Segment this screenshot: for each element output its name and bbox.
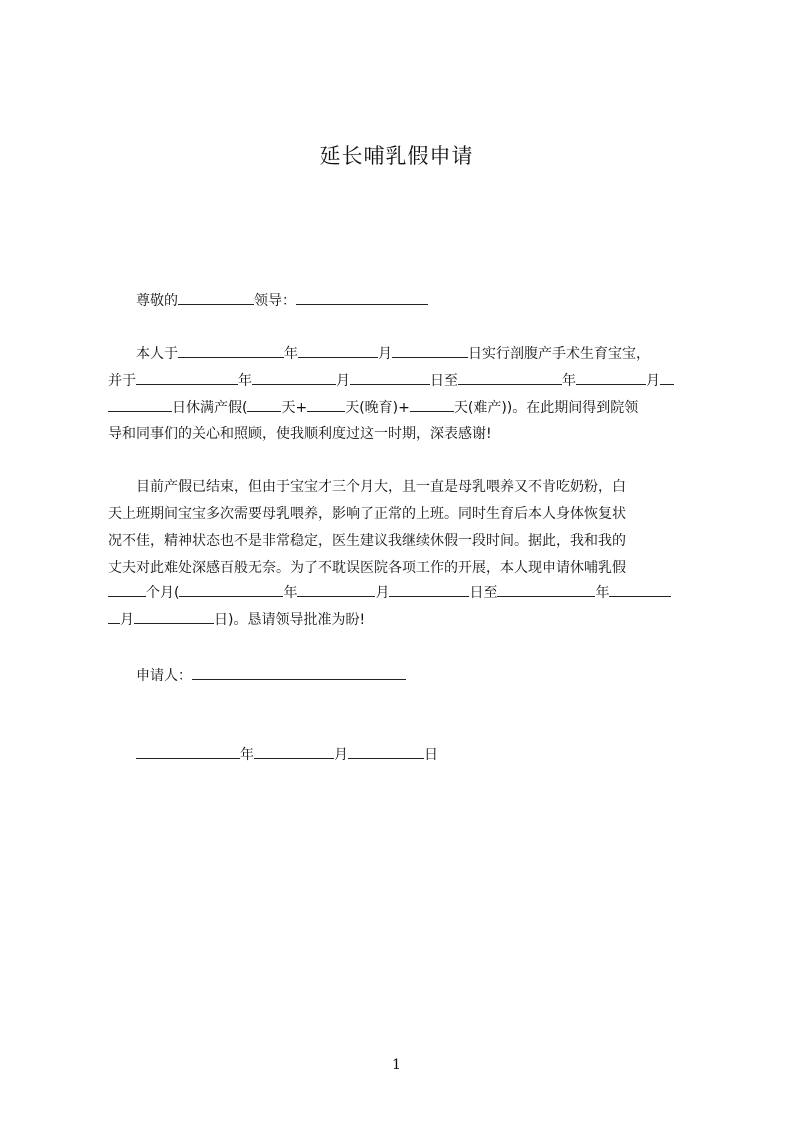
leave-end-day-blank-start[interactable] [660, 370, 674, 385]
paragraph2-line2: 天上班期间宝宝多次需要母乳喂养，影响了正常的上班。同时生育后本人身体恢复状 [108, 506, 626, 522]
salutation-unit-blank[interactable] [178, 290, 254, 305]
birth-year-blank[interactable] [178, 343, 284, 358]
extension-start-day-blank[interactable] [389, 582, 469, 597]
p1-l1-text-c: 月 [378, 346, 392, 362]
date-day-blank[interactable] [348, 744, 424, 759]
date-line [136, 744, 698, 765]
maternity-days-blank[interactable] [247, 397, 281, 412]
page-number: 1 [392, 1057, 401, 1073]
paragraph1-line2 [108, 370, 698, 391]
extension-start-year-blank[interactable] [179, 582, 283, 597]
p1-l2-text-f: 月 [646, 373, 660, 389]
document-title: 延长哺乳假申请 [319, 144, 474, 168]
p2-l5-text-a: 个月( [146, 585, 180, 601]
p1-l2-text-c: 月 [336, 373, 350, 389]
p2-l5-text-e: 年 [595, 585, 610, 601]
salutation-line [136, 290, 698, 311]
paragraph2-line5 [108, 582, 698, 603]
extension-end-year-blank[interactable] [497, 582, 595, 597]
p1-l3-text-c: 天(晚育)+ [345, 400, 410, 416]
paragraph2-line1: 目前产假已结束，但由于宝宝才三个月大，且一直是母乳喂养又不肯吃奶粉，白 [136, 479, 626, 495]
extension-end-month-blank[interactable] [108, 609, 120, 624]
extension-end-day-blank[interactable] [134, 609, 214, 624]
p1-l2-text-d: 日至 [430, 373, 458, 389]
p2-l6-text-a: 月 [120, 612, 134, 628]
salutation-leader: 领导： [254, 293, 296, 309]
p1-l2-text-a: 并于 [108, 373, 136, 389]
p2-l5-text-b: 年 [283, 585, 298, 601]
p1-l1-text-d: 日实行剖腹产手术生育宝宝， [468, 346, 650, 362]
applicant-signature-blank[interactable] [192, 665, 406, 680]
date-month-blank[interactable] [254, 744, 334, 759]
p1-l3-text-a: 日休满产假( [172, 400, 248, 416]
date-month-label: 月 [334, 747, 348, 763]
date-year-blank[interactable] [136, 744, 240, 759]
leave-end-day-blank[interactable] [108, 397, 172, 412]
applicant-label: 申请人： [136, 668, 192, 684]
leave-start-day-blank[interactable] [350, 370, 430, 385]
applicant-line [136, 665, 698, 686]
salutation-name-blank[interactable] [296, 290, 428, 305]
leave-end-year-blank[interactable] [458, 370, 562, 385]
leave-start-month-blank[interactable] [252, 370, 336, 385]
extension-start-month-blank[interactable] [297, 582, 375, 597]
p1-l2-text-b: 年 [238, 373, 252, 389]
p2-l5-text-c: 月 [375, 585, 390, 601]
p1-l2-text-e: 年 [562, 373, 576, 389]
p1-l3-text-b: 天+ [281, 400, 308, 416]
difficult-birth-days-blank[interactable] [410, 397, 454, 412]
paragraph1-line1 [136, 343, 698, 364]
paragraph1-line3 [108, 397, 698, 418]
p2-l5-text-d: 日至 [469, 585, 498, 601]
date-year-label: 年 [240, 747, 254, 763]
late-childbirth-days-blank[interactable] [307, 397, 345, 412]
extension-months-blank[interactable] [108, 582, 146, 597]
paragraph1-line4: 导和同事们的关心和照顾，使我顺利度过这一时期，深表感谢! [108, 426, 492, 442]
extension-end-month-blank-start[interactable] [609, 582, 671, 597]
p2-l6-text-b: 日)。恳请领导批准为盼! [214, 612, 366, 628]
p1-l1-text-b: 年 [284, 346, 298, 362]
p1-l3-text-d: 天(难产))。在此期间得到院领 [453, 400, 639, 416]
paragraph2-line6 [108, 609, 698, 630]
birth-month-blank[interactable] [298, 343, 378, 358]
p1-l1-text-a: 本人于 [136, 346, 178, 362]
date-day-label: 日 [424, 747, 438, 763]
leave-start-year-blank[interactable] [136, 370, 238, 385]
leave-end-month-blank[interactable] [576, 370, 646, 385]
paragraph2-line3: 况不佳，精神状态也不是非常稳定，医生建议我继续休假一段时间。据此，我和我的 [108, 533, 626, 549]
birth-day-blank[interactable] [392, 343, 468, 358]
salutation-prefix: 尊敬的 [136, 293, 178, 309]
paragraph2-line4: 丈夫对此难处深感百般无奈。为了不耽误医院各项工作的开展，本人现申请休哺乳假 [108, 560, 626, 576]
